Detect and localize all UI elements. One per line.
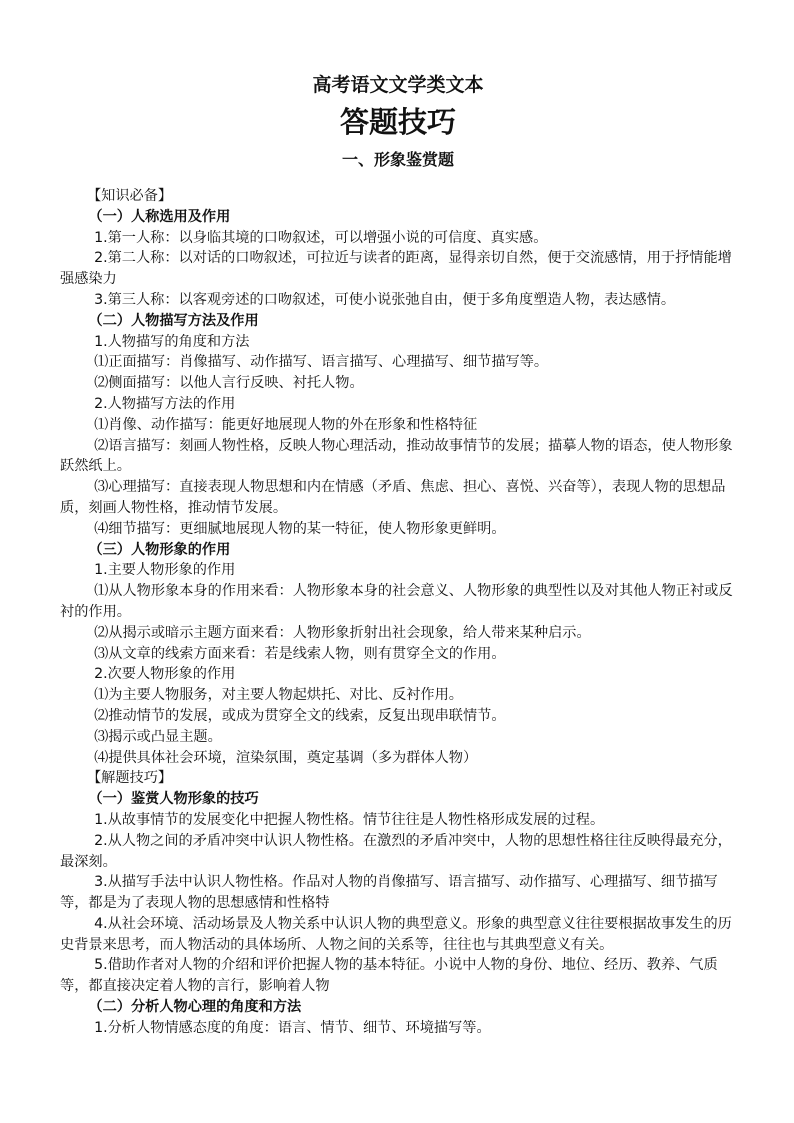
subsection-heading: （一）鉴赏人物形象的技巧 <box>88 791 259 808</box>
paragraph-line: ⑴正面描写：肖像描写、动作描写、语言描写、心理描写、细节描写等。 <box>94 354 549 371</box>
paragraph-line: ⑴从人物形象本身的作用来看：人物形象本身的社会意义、人物形象的典型性以及对其他人物正衬或反衬的作用。 <box>60 583 733 620</box>
paragraph-line: 2.从人物之间的矛盾冲突中认识人物性格。在激烈的矛盾冲突中，人物的思想性格往往反映得最充分，最深刻。 <box>60 832 732 870</box>
subsection-heading: （二）人物描写方法及作用 <box>88 312 259 329</box>
paragraph-line: ⑷提供具体社会环境，渲染氛围，奠定基调（多为群体人物） <box>94 749 478 766</box>
paragraph-line: 5.借助作者对人物的介绍和评价把握人物的基本特征。小说中人物的身份、地位、经历、教养、气质等，都直接决定着人物的言行，影响着人物 <box>60 957 718 995</box>
paragraph-line: ⑴为主要人物服务，对主要人物起烘托、对比、反衬作用。 <box>94 687 463 704</box>
section-heading: 一、形象鉴赏题 <box>341 150 454 169</box>
paragraph-line: 3.从描写手法中认识人物性格。作品对人物的肖像描写、语言描写、动作描写、心理描写、细节描写等，都是为了表现人物的思想感情和性格特 <box>60 874 718 912</box>
subsection-heading: （三）人物形象的作用 <box>88 541 231 558</box>
paragraph-line: ⑷细节描写：更细腻地展现人物的某一特征，使人物形象更鲜明。 <box>94 520 506 537</box>
paragraph-line: 1.主要人物形象的作用 <box>94 562 236 579</box>
paragraph-line: 【知识必备】 <box>86 188 173 204</box>
document-body <box>60 186 736 1039</box>
paragraph-line: 1.分析人物情感态度的角度：语言、情节、细节、环境描写等。 <box>94 1019 491 1036</box>
paragraph-line: ⑶从文章的线索方面来看：若是线索人物，则有贯穿全文的作用。 <box>94 645 506 662</box>
subsection-heading: （二）分析人物心理的角度和方法 <box>88 999 302 1016</box>
paragraph-line: 2.次要人物形象的作用 <box>94 666 236 683</box>
document-title: 高考语文文学类文本 <box>312 74 484 96</box>
paragraph-line: ⑴肖像、动作描写：能更好地展现人物的外在形象和性格特征 <box>94 416 478 433</box>
paragraph-line: ⑵推动情节的发展，或成为贯穿全文的线索，反复出现串联情节。 <box>94 707 506 724</box>
paragraph-line: ⑵从揭示或暗示主题方面来看：人物形象折射出社会现象，给人带来某种启示。 <box>94 624 591 641</box>
paragraph-line: 3.第三人称：以客观旁述的口吻叙述，可使小说张弛自由，便于多角度塑造人物，表达感情。 <box>94 291 676 308</box>
paragraph-line: 2.人物描写方法的作用 <box>94 395 236 412</box>
document-page <box>60 70 736 1039</box>
paragraph-line: 2.第二人称：以对话的口吻叙述，可拉近与读者的距离，显得亲切自然，便于交流感情，用于抒情能增强感染力 <box>60 250 732 288</box>
paragraph-line: 4.从社会环境、活动场景及人物关系中认识人物的典型意义。形象的典型意义往往要根据故事发生的历史背景来思考，而人物活动的具体场所、人物之间的关系等，往往也与其典型意义有关。 <box>60 915 732 953</box>
paragraph-line: ⑶心理描写：直接表现人物思想和内在情感（矛盾、焦虑、担心、喜悦、兴奋等），表现人物的思想品质，刻画人物性格，推动情节发展。 <box>60 479 726 516</box>
paragraph-line: 1.第一人称：以身临其境的口吻叙述，可以增强小说的可信度、真实感。 <box>94 229 548 246</box>
paragraph-line: ⑵语言描写：刻画人物性格，反映人物心理活动，推动故事情节的发展；描摹人物的语态，使人物形象跃然纸上。 <box>60 437 733 475</box>
paragraph-line: ⑵侧面描写：以他人言行反映、衬托人物。 <box>94 375 364 392</box>
document-subtitle: 答题技巧 <box>339 105 456 139</box>
paragraph-line: 【解题技巧】 <box>86 770 173 787</box>
subsection-heading: （一）人称选用及作用 <box>88 208 231 225</box>
paragraph-line: 1.从故事情节的发展变化中把握人物性格。情节往往是人物性格形成发展的过程。 <box>94 811 605 828</box>
paragraph-line: 1.人物描写的角度和方法 <box>94 333 250 350</box>
paragraph-line: ⑶揭示或凸显主题。 <box>94 728 222 745</box>
